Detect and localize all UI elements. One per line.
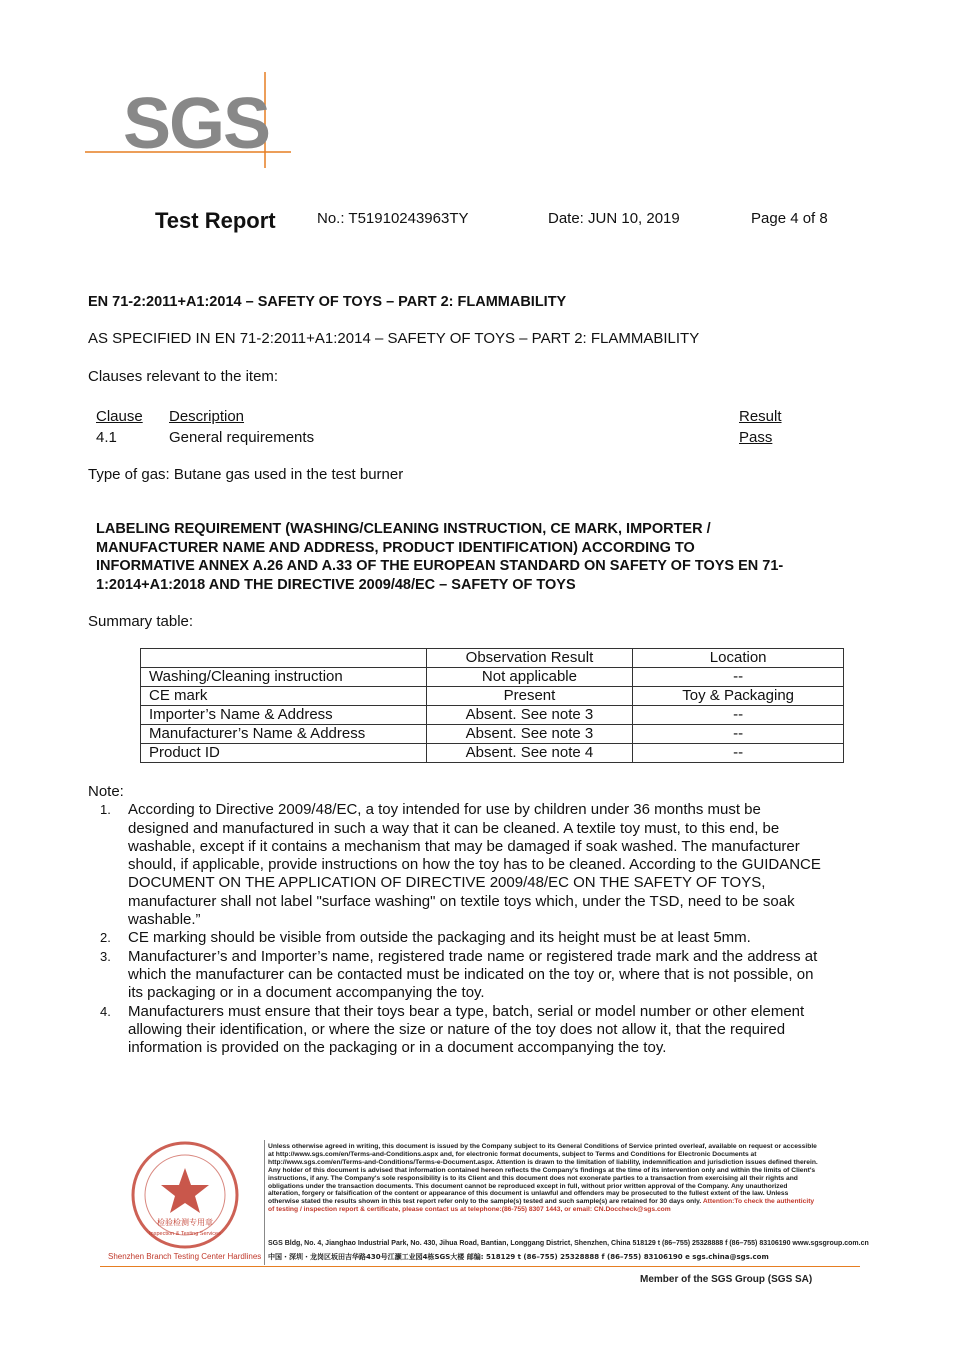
table-cell: Not applicable [426, 668, 633, 687]
address-english: SGS Bldg, No. 4, Jianghao Industrial Park, No. 430, Jihua Road, Bantian, Longgang District, Shenzhen, China 518129 t (86–755) 25328888 f (86–755) 83106190 www.sgsgroup.com.cn [268, 1240, 869, 1247]
table-cell: Importer’s Name & Address [141, 706, 427, 725]
branch-name: Shenzhen Branch Testing Center Hardlines [108, 1252, 262, 1261]
note-item [88, 1003, 878, 1058]
table-cell: Absent. See note 3 [426, 706, 633, 725]
note-line: manufacturer shall not label "surface washing" on textile toys which, under the TSD, need to be soak [128, 892, 795, 910]
footer-divider [264, 1140, 265, 1265]
description-value: General requirements [169, 429, 315, 446]
section2-title-line: 1:2014+A1:2018 AND THE DIRECTIVE 2009/48/EC – SAFETY OF TOYS [96, 576, 576, 593]
col-description: Description [169, 408, 245, 425]
sgs-logo [85, 70, 295, 170]
note-number: 4. [100, 1003, 111, 1019]
fine-print [268, 1143, 820, 1214]
page-number: Page 4 of 8 [751, 210, 828, 227]
note-number: 3. [100, 948, 111, 964]
note-number: 2. [100, 930, 111, 946]
table-cell: Absent. See note 3 [426, 725, 633, 744]
note-line: washable, except if it contains a mechanism that may be damaged if soak washed. The manufacturer [128, 837, 800, 855]
report-date: Date: JUN 10, 2019 [548, 210, 680, 227]
col-clause: Clause [96, 408, 143, 425]
table-cell: -- [633, 744, 844, 763]
note-line: its packaging or in a document accompanying the toy. [128, 984, 485, 1002]
svg-text:Inspection & Testing Services: Inspection & Testing Services [149, 1231, 221, 1237]
table-header-row [141, 649, 844, 668]
clauses-label: Clauses relevant to the item: [88, 368, 279, 385]
company-stamp [110, 1140, 260, 1250]
table-row [141, 668, 844, 687]
note-line: Manufacturers must ensure that their toys bear a type, batch, serial or model number or other element [128, 1002, 805, 1020]
col-result: Result [739, 408, 782, 425]
table-cell: CE mark [141, 687, 427, 706]
note-item [88, 929, 878, 947]
table-row [141, 706, 844, 725]
note-line: which the manufacturer can be contacted must be indicated on the toy or, where that is not possible, on [128, 965, 814, 983]
note-line: information is provided on the packaging or in a document accompanying the toy. [128, 1039, 667, 1057]
note-item [88, 948, 878, 1003]
member-group: Member of the SGS Group (SGS SA) [640, 1274, 813, 1285]
note-line: DOCUMENT ON THE APPLICATION OF DIRECTIVE 2009/48/EC ON THE SAFETY OF TOYS, [128, 874, 766, 892]
section2-title-line: INFORMATIVE ANNEX A.26 AND A.33 OF THE EUROPEAN STANDARD ON SAFETY OF TOYS EN 71- [96, 558, 784, 574]
table-cell: Washing/Cleaning instruction [141, 668, 427, 687]
section2-title-line: MANUFACTURER NAME AND ADDRESS, PRODUCT IDENTIFICATION) ACCORDING TO [96, 539, 695, 556]
table-cell: -- [633, 725, 844, 744]
table-header-cell: Observation Result [426, 649, 633, 668]
report-title: Test Report [155, 208, 276, 233]
report-number: No.: T51910243963TY [317, 210, 469, 227]
svg-text:检验检测专用章: 检验检测专用章 [157, 1218, 213, 1227]
table-row [141, 725, 844, 744]
note-line: Manufacturer’s and Importer’s name, registered trade name or registered trade mark and the address at [128, 947, 818, 965]
clause-value: 4.1 [96, 429, 117, 446]
result-value: Pass [739, 429, 773, 446]
table-row [141, 687, 844, 706]
section2-title [96, 520, 783, 594]
table-cell: Present [426, 687, 633, 706]
section2-title-line: LABELING REQUIREMENT (WASHING/CLEANING INSTRUCTION, CE MARK, IMPORTER / [96, 521, 711, 537]
section1-specified: AS SPECIFIED IN EN 71-2:2011+A1:2014 – SAFETY OF TOYS – PART 2: FLAMMABILITY [88, 330, 700, 347]
note-line: According to Directive 2009/48/EC, a toy intended for use by children under 36 months must be [128, 801, 761, 819]
footer-rule [100, 1266, 860, 1267]
fine-print-text: Unless otherwise agreed in writing, this document is issued by the Company subject to its General Conditions of Service printed overleaf, available on request or accessible at http://www.sgs.com/en/Terms-and-Conditions.aspx and, for electronic format documents, subject to Terms and Conditions for Electronic Documents at http://www.sgs.com/en/Terms-and-Conditions/Terms-e-Document.aspx. Attention is drawn to the limitation of liability, indemnification and jurisdiction issues defined therein. Any holder of this document is advised that information contained hereon reflects the Company's findings at the time of its intervention only and within the limits of Client's instructions, if any. The Company's sole responsibility is to its Client and this document does not exonerate parties to a transaction from exercising all their rights and obligations under the transaction documents. This document cannot be reproduced except in full, without prior written approval of the Company. Any unauthorized alteration, forgery or falsification of the content or appearance of this document is unlawful and offenders may be prosecuted to the fullest extent of the law. Unless otherwise stated the results shown in this test report refer only to the sample(s) tested and such sample(s) are retained for 30 days only. [268, 1143, 818, 1206]
svg-text:SGS: SGS [123, 84, 270, 164]
note-line: should, if applicable, provide instructions on how the toy has to be cleaned. According to the GUIDANCE [128, 856, 821, 874]
note-number: 1. [100, 802, 111, 818]
table-row [141, 744, 844, 763]
table-cell: -- [633, 706, 844, 725]
table-header-cell [141, 649, 427, 668]
note-line: washable.” [128, 911, 201, 929]
notes-label: Note: [88, 783, 124, 800]
table-cell: Absent. See note 4 [426, 744, 633, 763]
gas-type: Type of gas: Butane gas used in the test burner [88, 466, 404, 483]
table-cell: Manufacturer’s Name & Address [141, 725, 427, 744]
note-line: CE marking should be visible from outside the packaging and its height must be at least 5mm. [128, 929, 751, 947]
address-chinese: 中国・深圳・龙岗区坂田吉华路430号江灏工业园4栋SGS大楼 邮编: 518129 t (86–755) 25328888 f (86–755) 83106190 e sgs.china@sgs.com [268, 1253, 769, 1261]
table-cell: Product ID [141, 744, 427, 763]
note-line: allowing their identification, or where the size or nature of the toy does not allow it, that the required [128, 1020, 786, 1038]
note-line: designed and manufactured in such a way that it can be cleaned. A textile toy must, to this end, be [128, 819, 780, 837]
table-cell: -- [633, 668, 844, 687]
summary-table [140, 648, 844, 763]
table-header-cell: Location [633, 649, 844, 668]
section1-title: EN 71-2:2011+A1:2014 – SAFETY OF TOYS – PART 2: FLAMMABILITY [88, 294, 567, 310]
notes [88, 783, 878, 1057]
table-cell: Toy & Packaging [633, 687, 844, 706]
authenticity-notice: Attention:To check the authenticity of testing / inspection report & certificate, please contact us at telephone:(86-755) 8307 1443, or email: CN.Doccheck@sgs.com [268, 1198, 815, 1214]
note-item [88, 801, 878, 929]
summary-label: Summary table: [88, 613, 194, 630]
